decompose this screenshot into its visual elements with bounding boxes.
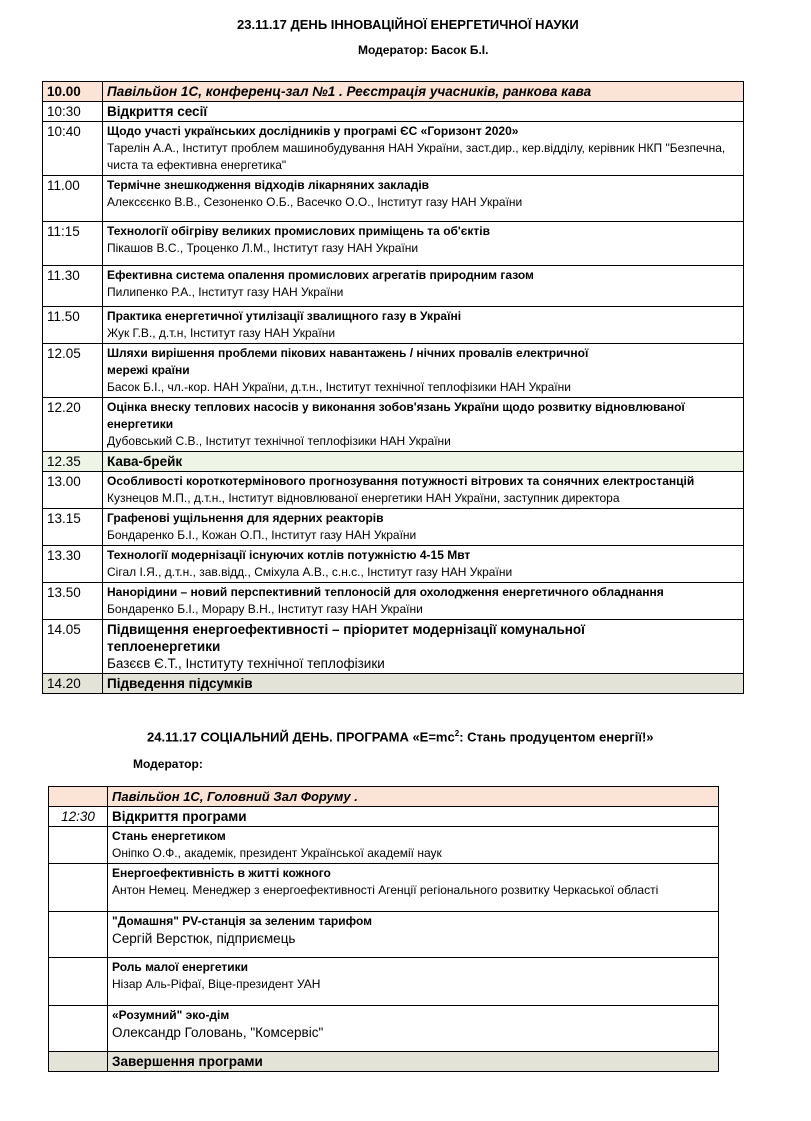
row-speaker: Оніпко О.Ф., академік, президент Української академії наук bbox=[112, 846, 442, 860]
row-speaker: Пікашов В.С., Троценко Л.М., Інститут газу НАН України bbox=[107, 241, 419, 255]
table-row bbox=[49, 1006, 719, 1052]
row-time: 14.05 bbox=[43, 620, 103, 674]
row-title: «Розумний" эко-дім bbox=[112, 1008, 230, 1022]
table-row bbox=[49, 827, 719, 864]
row-time: 10.00 bbox=[43, 82, 103, 102]
row-time bbox=[49, 1052, 108, 1072]
row-speaker: Тарелін А.А., Інститут проблем машинобудування НАН України, заст.дир., кер.відділу, керівник НКП "Безпечна, чиста та ефективна енергетика" bbox=[107, 141, 726, 172]
row-title: Оцінка внеску теплових насосів у виконання зобов'язань України щодо розвитку відновлюваної енергетики bbox=[107, 400, 685, 431]
row-speaker: Басок Б.І., чл.-кор. НАН України, д.т.н., Інститут технічної теплофізики НАН України bbox=[107, 380, 571, 394]
table-row bbox=[43, 266, 744, 307]
row-time: 12.05 bbox=[43, 344, 103, 398]
row-speaker: Жук Г.В., д.т.н, Інститут газу НАН України bbox=[107, 326, 336, 340]
row-speaker: Олександр Головань, "Комсервіс" bbox=[112, 1025, 324, 1040]
row-time: 12:30 bbox=[49, 807, 108, 827]
row-time bbox=[49, 827, 108, 864]
day2-title-prefix: 24.11.17 СОЦІАЛЬНИЙ ДЕНЬ. ПРОГРАМА «E=mc bbox=[147, 729, 455, 745]
row-title: Графенові ущільнення для ядерних реакторів bbox=[107, 511, 384, 525]
row-title: Підвищення енергоефективності – пріоритет модернізації комунальної теплоенергетики bbox=[107, 622, 585, 654]
day1-schedule-table bbox=[42, 81, 744, 694]
day1-moderator: Модератор: Басок Б.І. bbox=[358, 43, 489, 57]
table-row bbox=[43, 222, 744, 266]
row-speaker: Антон Немец. Менеджер з енергоефективності Агенції регіонального розвитку Черкаської області bbox=[112, 883, 659, 897]
row-speaker: Пилипенко Р.А., Інститут газу НАН України bbox=[107, 285, 344, 299]
row-time: 14.20 bbox=[43, 674, 103, 694]
row-time bbox=[49, 912, 108, 958]
day2-moderator: Модератор: bbox=[133, 757, 203, 771]
row-title: Енергоефективність в житті кожного bbox=[112, 866, 331, 880]
row-time: 10:30 bbox=[43, 102, 103, 122]
day1-title: 23.11.17 ДЕНЬ ІННОВАЦІЙНОЇ ЕНЕРГЕТИЧНОЇ НАУКИ bbox=[237, 17, 579, 32]
row-title: Павільйон 1С, конференц-зал №1 . Реєстрація учасників, ранкова кава bbox=[107, 84, 592, 99]
row-speaker: Дубовський С.В., Інститут технічної теплофізики НАН України bbox=[107, 434, 451, 448]
row-speaker: Сергій Верстюк, підприємець bbox=[112, 931, 296, 946]
table-row bbox=[49, 864, 719, 912]
row-title: Особливості короткотермінового прогнозування потужності вітрових та сонячних електростанцій bbox=[107, 474, 695, 488]
row-title: Шляхи вирішення проблеми пікових навантажень / нічних провалів електричної мережі країни bbox=[107, 346, 589, 377]
table-row bbox=[43, 398, 744, 452]
table-row bbox=[43, 620, 744, 674]
row-time: 10:40 bbox=[43, 122, 103, 176]
row-speaker: Сігал І.Я., д.т.н., зав.відд., Сміхула А.В., с.н.с., Інститут газу НАН України bbox=[107, 565, 513, 579]
row-speaker: Бондаренко Б.І., Кожан О.П., Інститут газу НАН України bbox=[107, 528, 417, 542]
table-row bbox=[49, 912, 719, 958]
row-time: 13.15 bbox=[43, 509, 103, 546]
row-title: Технології модернізації існуючих котлів потужністю 4-15 Мвт bbox=[107, 548, 471, 562]
row-time: 12.35 bbox=[43, 452, 103, 472]
row-title: Термічне знешкодження відходів лікарняних закладів bbox=[107, 178, 430, 192]
row-title: Стань енергетиком bbox=[112, 829, 226, 843]
row-title: Ефективна система опалення промислових агрегатів природним газом bbox=[107, 268, 534, 282]
table-row bbox=[49, 1052, 719, 1072]
day2-title-superscript: 2 bbox=[454, 729, 460, 738]
row-content bbox=[103, 82, 744, 102]
row-title: Нанорідини – новий перспективний теплоносій для охолодження енергетичного обладнання bbox=[107, 585, 664, 599]
row-speaker: Нізар Аль-Ріфаї, Віце-президент УАН bbox=[112, 977, 321, 991]
row-title: Відкриття сесії bbox=[107, 104, 208, 119]
table-row bbox=[43, 82, 744, 102]
table-row bbox=[43, 583, 744, 620]
table-row bbox=[49, 958, 719, 1006]
row-speaker: Бондаренко Б.І., Морару В.Н., Інститут газу НАН України bbox=[107, 602, 423, 616]
table-row bbox=[43, 122, 744, 176]
table-row bbox=[43, 102, 744, 122]
row-speaker: Алексєєнко В.В., Сезоненко О.Б., Васечко О.О., Інститут газу НАН України bbox=[107, 195, 523, 209]
row-time bbox=[49, 787, 108, 807]
table-row bbox=[43, 307, 744, 344]
row-title: Технології обігріву великих промислових приміщень та об'єктів bbox=[107, 224, 491, 238]
row-time: 13.00 bbox=[43, 472, 103, 509]
row-title: Відкриття програми bbox=[112, 809, 247, 824]
row-time: 12.20 bbox=[43, 398, 103, 452]
row-title: Роль малої енергетики bbox=[112, 960, 249, 974]
row-title: Павільйон 1С, Головний Зал Форуму . bbox=[112, 789, 358, 804]
row-time bbox=[49, 1006, 108, 1052]
table-row bbox=[43, 452, 744, 472]
row-time: 11.30 bbox=[43, 266, 103, 307]
table-row bbox=[43, 344, 744, 398]
row-time bbox=[49, 864, 108, 912]
row-title: Кава-брейк bbox=[107, 454, 183, 469]
table-row bbox=[43, 176, 744, 222]
table-row bbox=[43, 509, 744, 546]
row-title: Підведення підсумків bbox=[107, 676, 253, 691]
day2-schedule-table bbox=[48, 786, 719, 1072]
table-row bbox=[43, 674, 744, 694]
row-time: 11.50 bbox=[43, 307, 103, 344]
row-time: 13.50 bbox=[43, 583, 103, 620]
row-time: 11.00 bbox=[43, 176, 103, 222]
row-time: 13.30 bbox=[43, 546, 103, 583]
row-time: 11:15 bbox=[43, 222, 103, 266]
table-row bbox=[49, 787, 719, 807]
row-speaker: Базєєв Є.Т., Інституту технічної теплофізики bbox=[107, 656, 385, 671]
table-row bbox=[49, 807, 719, 827]
row-title: Практика енергетичної утилізації звалищного газу в Україні bbox=[107, 309, 462, 323]
row-title: "Домашня" PV-станція за зеленим тарифом bbox=[112, 914, 373, 928]
day2-title-suffix: : Стань продуцентом енергії!» bbox=[459, 729, 654, 745]
row-title: Завершення програми bbox=[112, 1054, 263, 1069]
row-title: Щодо участі українських дослідників у програмі ЄС «Горизонт 2020» bbox=[107, 124, 519, 138]
day2-title bbox=[147, 729, 654, 744]
table-row bbox=[43, 546, 744, 583]
row-speaker: Кузнецов М.П., д.т.н., Інститут відновлюваної енергетики НАН України, заступник директора bbox=[107, 491, 620, 505]
table-row bbox=[43, 472, 744, 509]
row-time bbox=[49, 958, 108, 1006]
